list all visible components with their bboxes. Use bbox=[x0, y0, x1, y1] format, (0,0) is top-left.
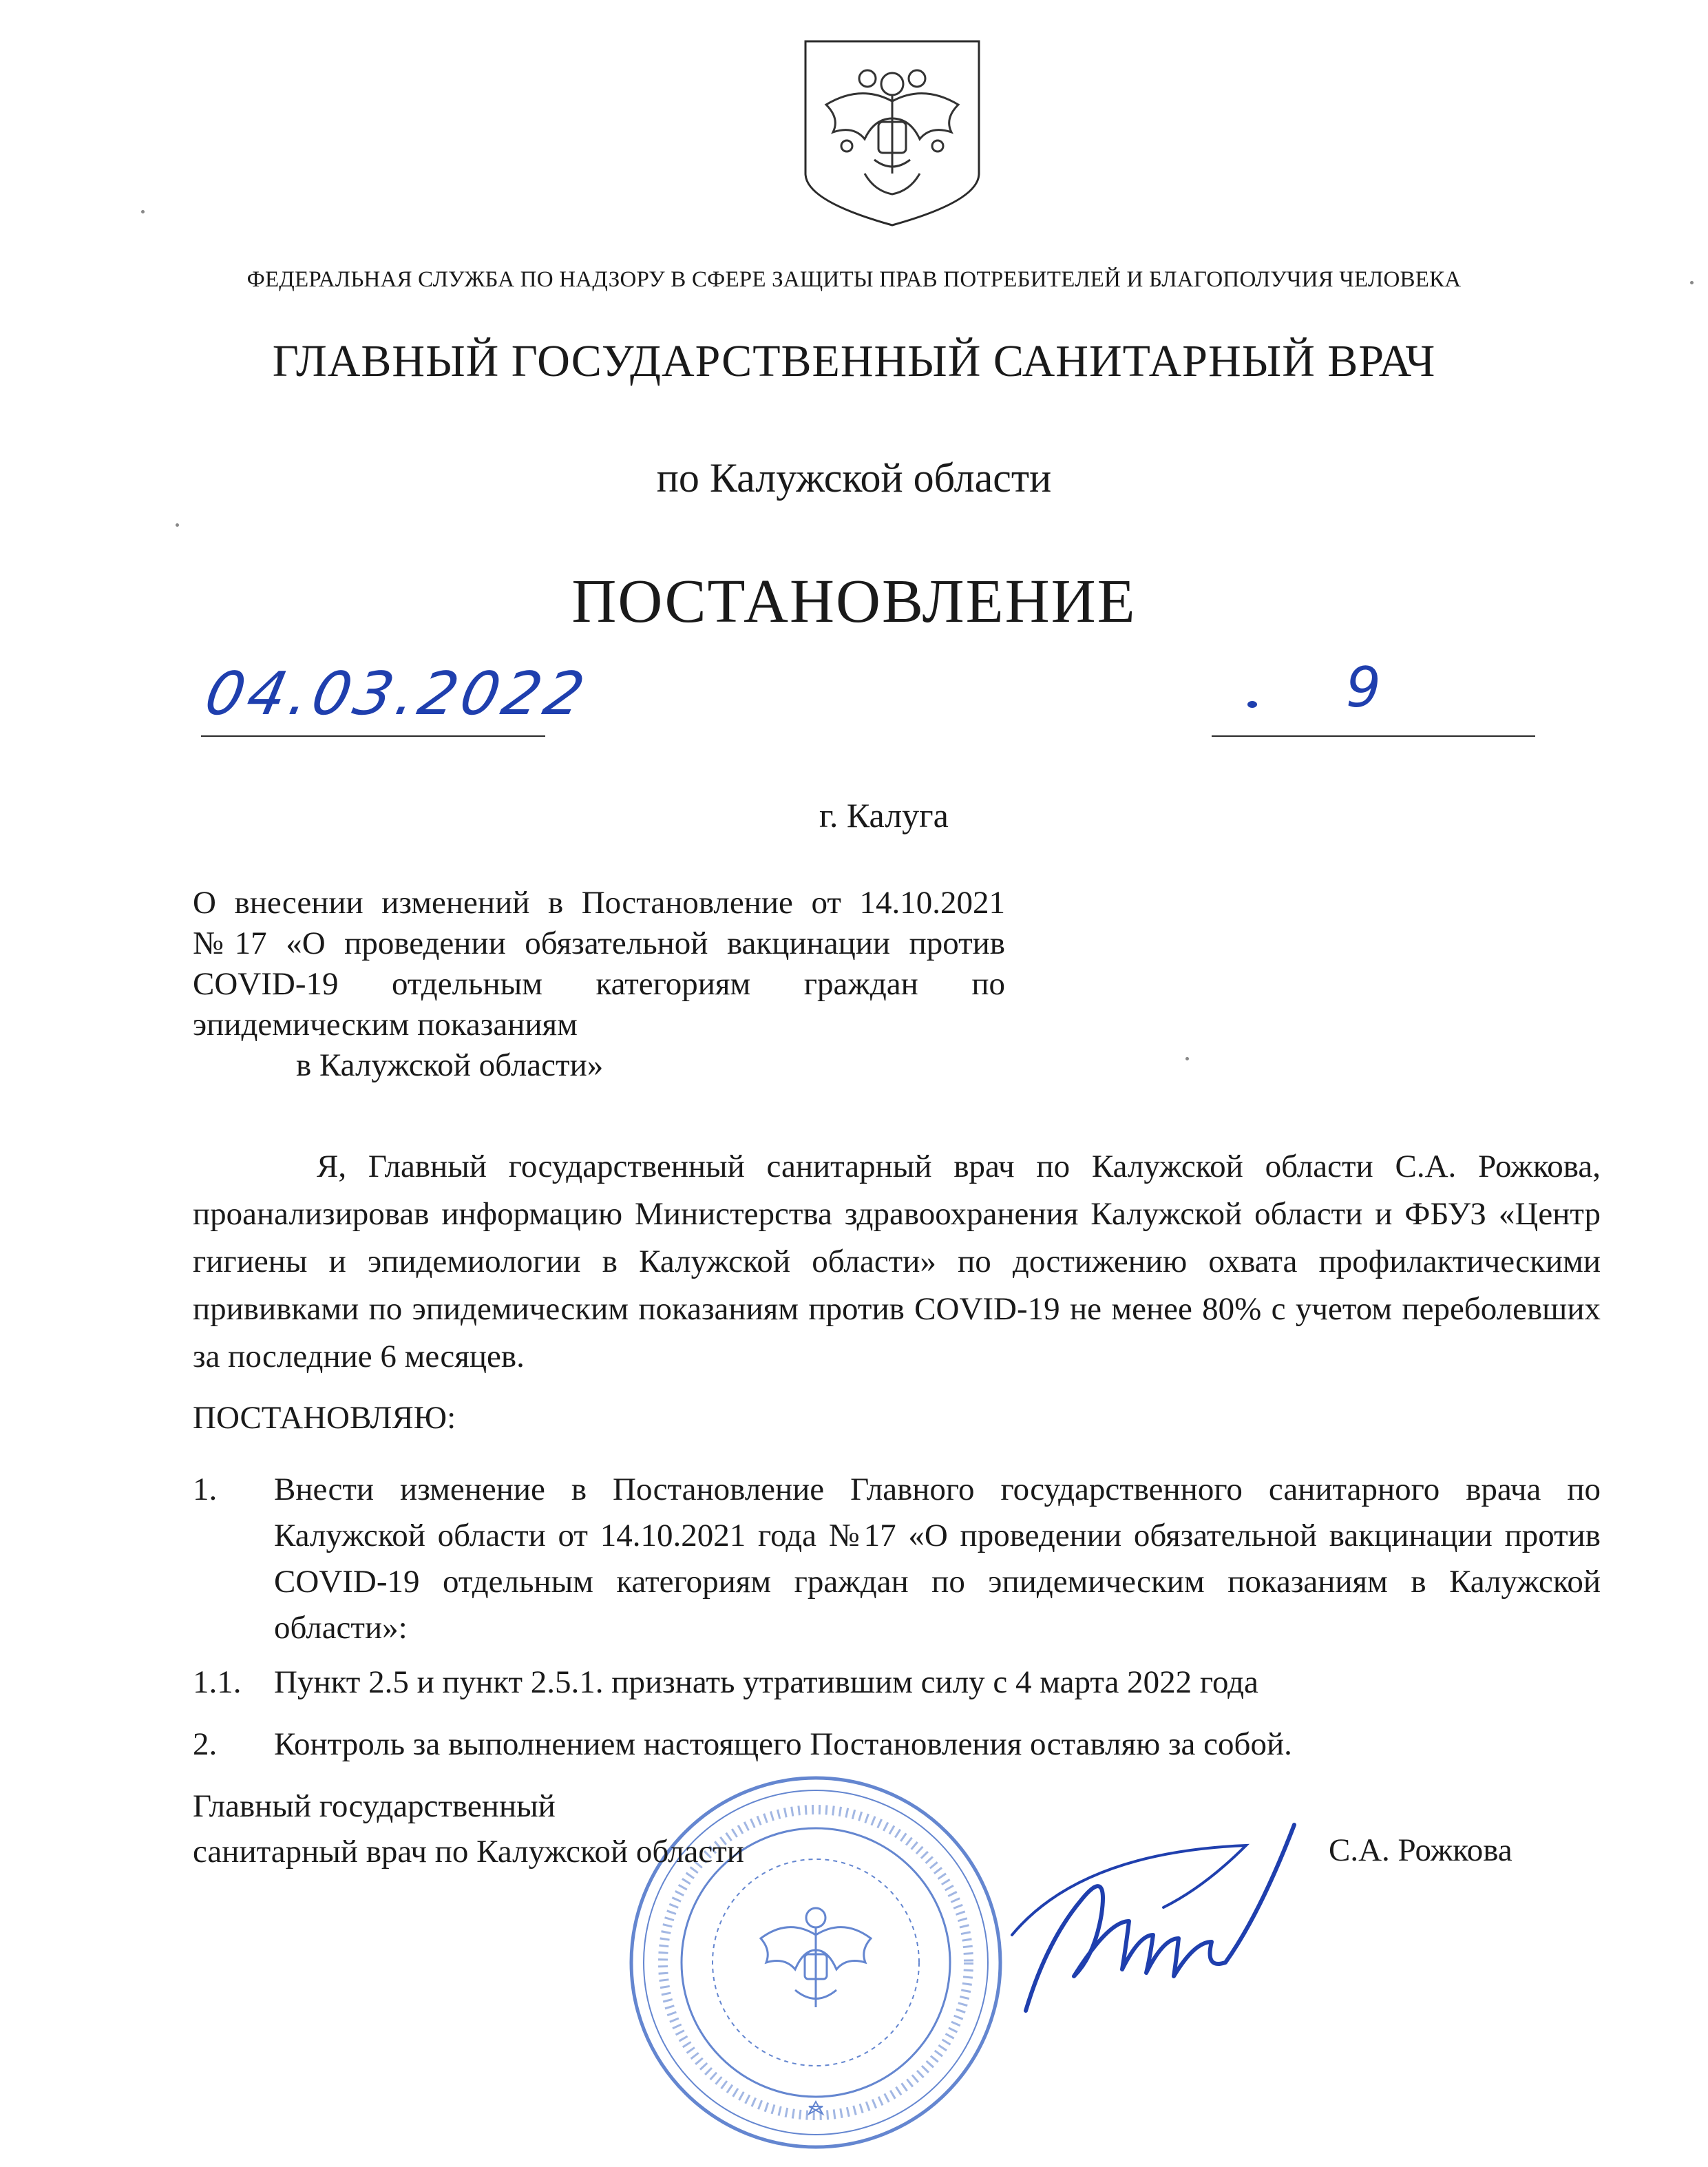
decree-item bbox=[193, 1660, 1601, 1706]
scan-speck bbox=[141, 210, 145, 213]
subject-last-line: в Калужской области» bbox=[296, 1047, 604, 1083]
item-number: 1. bbox=[193, 1472, 218, 1507]
item-number: 2. bbox=[193, 1726, 218, 1762]
signatory-name: С.А. Рожкова bbox=[1329, 1832, 1512, 1868]
signatory-title-line2: санитарный врач по Калужской области bbox=[193, 1834, 744, 1870]
scan-speck bbox=[176, 523, 179, 527]
item-number: 1.1. bbox=[193, 1664, 242, 1700]
scan-speck bbox=[1690, 281, 1694, 284]
number-mark bbox=[1247, 701, 1257, 708]
handwritten-signature bbox=[998, 1804, 1301, 2024]
coat-of-arms-emblem bbox=[799, 36, 986, 229]
signatory-title-line1: Главный государственный bbox=[193, 1788, 556, 1824]
signatory-title bbox=[193, 1783, 744, 1874]
subject-text: О внесении изменений в Постановление от 14.10.2021 №17 «О проведении обязательной вакцинации против COVID-19 отдельным категориям граждан по эпидемическим показаниям bbox=[193, 885, 1005, 1043]
scan-speck bbox=[1185, 1057, 1189, 1060]
handwritten-date: 04.03.2022 bbox=[199, 660, 595, 729]
item-text: Пункт 2.5 и пункт 2.5.1. признать утратившим силу с 4 марта 2022 года bbox=[274, 1664, 1258, 1700]
document-region: по Калужской области bbox=[656, 455, 1052, 501]
date-underline bbox=[201, 735, 545, 737]
handwritten-number: 9 bbox=[1346, 656, 1381, 720]
preamble-paragraph: Я, Главный государственный санитарный врач по Калужской области С.А. Рожкова, проанализировав информацию Министерства здравоохранения Калужской области и ФБУЗ «Центр гигиены и эпидемиологии в Калужской области» по достижению охвата профилактическими прививками по эпидемическим показаниям против COVID-19 не менее 80% с учетом переболевших за последние 6 месяцев. bbox=[193, 1149, 1601, 1374]
decree-item bbox=[193, 1721, 1601, 1768]
number-underline bbox=[1212, 735, 1535, 737]
item-text: Внести изменение в Постановление Главного государственного санитарного врача по Калужской области от 14.10.2021 года №17 «О проведении обязательной вакцинации против COVID-19 отдельным категориям граждан по эпидемическим показаниям в Калужской области»: bbox=[274, 1472, 1601, 1646]
decree-item bbox=[193, 1467, 1601, 1651]
agency-name: ФЕДЕРАЛЬНАЯ СЛУЖБА ПО НАДЗОРУ В СФЕРЕ ЗАЩИТЫ ПРАВ ПОТРЕБИТЕЛЕЙ И БЛАГОПОЛУЧИЯ ЧЕЛОВЕКА bbox=[246, 267, 1462, 292]
decree-word: ПОСТАНОВЛЯЮ: bbox=[193, 1400, 456, 1436]
document-city: г. Калуга bbox=[819, 796, 949, 835]
document-authority-title: ГЛАВНЫЙ ГОСУДАРСТВЕННЫЙ САНИТАРНЫЙ ВРАЧ bbox=[272, 336, 1436, 386]
document-subject bbox=[193, 883, 1005, 1086]
document-type-heading: ПОСТАНОВЛЕНИЕ bbox=[571, 567, 1137, 636]
item-text: Контроль за выполнением настоящего Постановления оставляю за собой. bbox=[274, 1726, 1292, 1762]
